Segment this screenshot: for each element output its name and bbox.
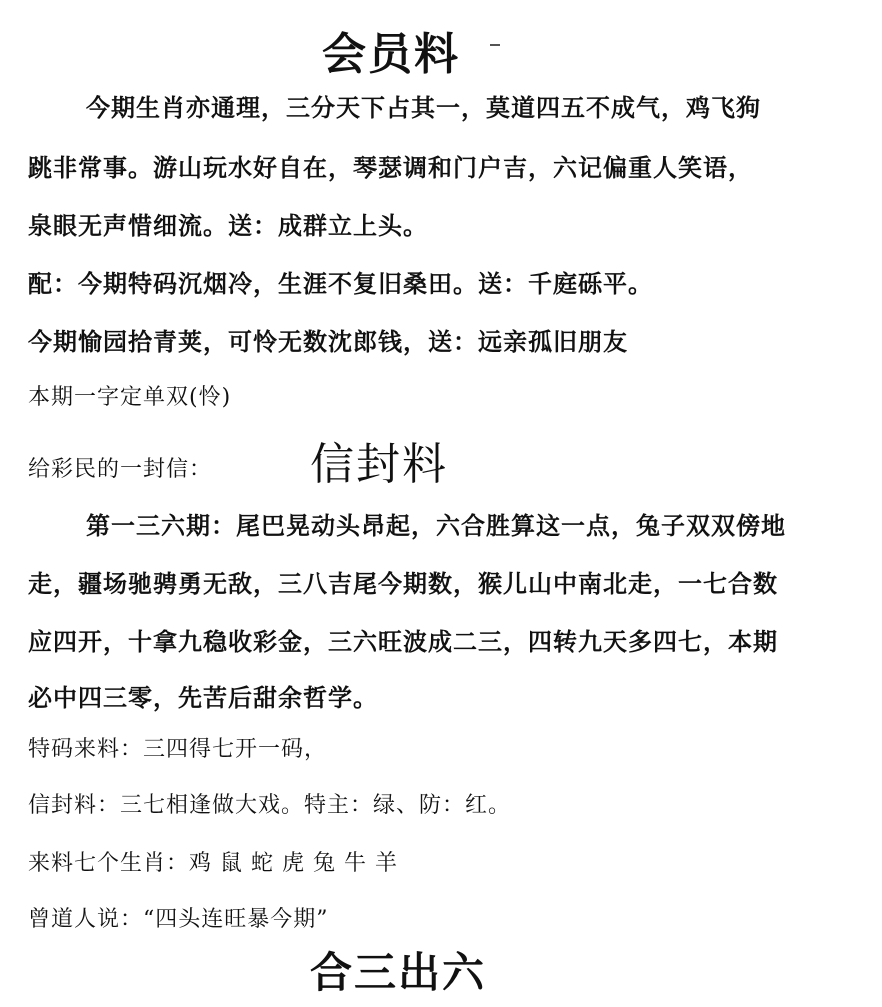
text-line-11: 特码来料：三四得七开一码， — [28, 737, 328, 762]
text-line-7: 第一三六期：尾巴晃动头昂起，六合胜算这一点，兔子双双傍地 — [86, 511, 786, 540]
text-line-1: 今期生肖亦通理，三分天下占其一，莫道四五不成气，鸡飞狗 — [86, 93, 761, 122]
closing-title: 合三出六 — [310, 948, 487, 997]
text-line-5: 今期愉园拾青荚，可怜无数沈郎钱，送：远亲孤旧朋友 — [28, 327, 628, 356]
page-title: 会员料 — [322, 29, 460, 80]
text-line-14: 曾道人说：“四头连旺暴今期” — [28, 907, 329, 932]
text-line-6: 本期一字定单双(怜) — [28, 385, 232, 410]
dash-mark — [490, 44, 500, 46]
text-line-3: 泉眼无声惜细流。送：成群立上头。 — [28, 211, 428, 240]
text-line-8: 走，疆场驰骋勇无敌，三八吉尾今期数，猴儿山中南北走，一七合数 — [28, 569, 778, 598]
letter-label: 给彩民的一封信： — [28, 457, 213, 482]
text-line-12: 信封料：三七相逢做大戏。特主：绿、防：红。 — [28, 793, 512, 818]
text-line-10: 必中四三零，先苦后甜余哲学。 — [28, 683, 378, 712]
text-line-4: 配：今期特码沉烟冷，生涯不复旧桑田。送：千庭砾平。 — [28, 269, 653, 298]
text-line-13: 来料七个生肖：鸡 鼠 蛇 虎 兔 牛 羊 — [28, 851, 398, 876]
section-title-envelope: 信封料 — [310, 439, 448, 490]
text-line-2: 跳非常事。游山玩水好自在，琴瑟调和门户吉，六记偏重人笑语， — [28, 153, 753, 182]
text-line-9: 应四开，十拿九稳收彩金，三六旺波成二三，四转九天多四七，本期 — [28, 627, 778, 656]
